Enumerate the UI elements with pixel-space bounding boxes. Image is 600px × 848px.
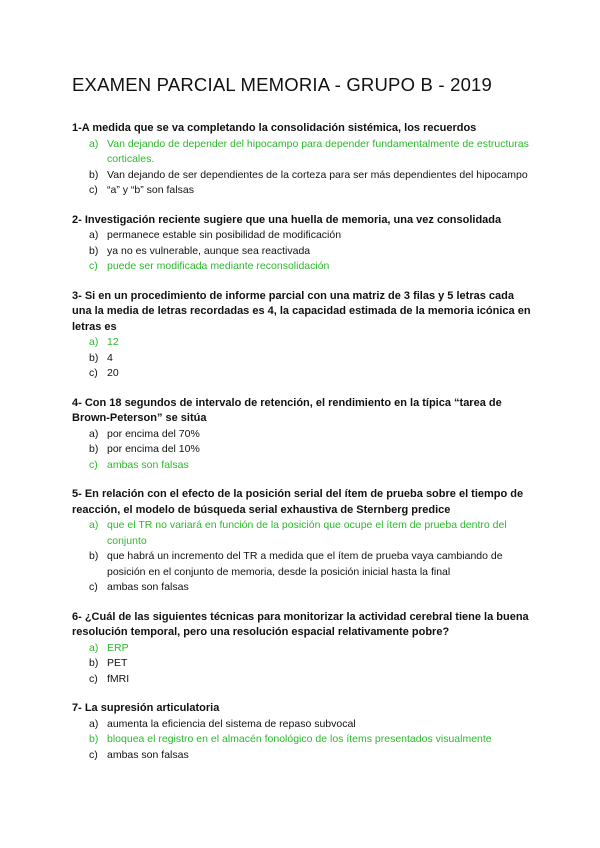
option-item-correct <box>72 259 532 275</box>
option-item <box>72 442 532 458</box>
option-list <box>72 335 532 382</box>
option-text: 12 <box>107 336 119 348</box>
question-text: 1-A medida que se va completando la consolidación sistémica, los recuerdos <box>72 122 477 134</box>
option-letter: c) <box>89 581 98 593</box>
option-text: permanece estable sin posibilidad de modificación <box>107 229 342 241</box>
option-text: aumenta la eficiencia del sistema de repaso subvocal <box>107 717 356 730</box>
option-item-correct <box>72 335 532 351</box>
question-text: 5- En relación con el efecto de la posición serial del ítem de prueba sobre el tiempo de reacción, el modelo de búsqueda serial exhaustiva de Sternberg predice <box>72 488 524 516</box>
option-item-correct <box>72 458 532 474</box>
option-text: por encima del 70% <box>107 427 200 440</box>
option-item <box>72 351 532 367</box>
option-letter: b) <box>89 550 99 562</box>
option-letter: b) <box>89 733 99 745</box>
option-item-correct <box>72 641 532 657</box>
option-letter: b) <box>89 244 99 257</box>
option-letter: b) <box>89 168 99 181</box>
option-text: ambas son falsas <box>107 458 189 471</box>
question-3 <box>72 289 532 382</box>
option-text: “a” y “b” son falsas <box>107 184 194 196</box>
question-5 <box>72 487 532 596</box>
option-item <box>72 366 532 382</box>
option-letter: b) <box>89 443 99 455</box>
option-letter: a) <box>89 641 99 654</box>
option-list <box>72 427 532 474</box>
option-item <box>72 244 532 260</box>
option-text: ambas son falsas <box>107 581 189 593</box>
option-item <box>72 672 532 688</box>
question-text: 3- Si en un procedimiento de informe parcial con una matriz de 3 filas y 5 letras cada una la media de letras recordadas es 4, la capacidad estimada de la memoria icónica en letras es <box>72 289 531 333</box>
option-item <box>72 748 532 764</box>
option-text: que el TR no variará en función de la posición que ocupe el ítem de prueba dentro del conjunto <box>107 519 507 547</box>
question-4 <box>72 396 532 474</box>
option-letter: a) <box>89 519 99 531</box>
option-letter: a) <box>89 717 99 730</box>
option-letter: a) <box>89 427 99 440</box>
option-list <box>72 717 532 764</box>
question-text: 2- Investigación reciente sugiere que una huella de memoria, una vez consolidada <box>72 213 502 226</box>
option-item-correct <box>72 732 532 748</box>
option-text: bloquea el registro en el almacén fonológico de los ítems presentados visualmente <box>107 733 492 745</box>
option-text: que habrá un incremento del TR a medida que el ítem de prueba vaya cambiando de posición en el conjunto de memoria, desde la posición inicial hasta la final <box>107 550 503 578</box>
option-list <box>72 641 532 688</box>
option-letter: c) <box>89 748 98 761</box>
option-text: 20 <box>107 367 119 379</box>
option-item <box>72 717 532 733</box>
option-list <box>72 518 532 596</box>
option-text: fMRI <box>107 672 130 685</box>
option-text: ya no es vulnerable, aunque sea reactivada <box>107 244 311 257</box>
option-text: ERP <box>107 641 129 654</box>
option-text: Van dejando de ser dependientes de la corteza para ser más dependientes del hipocampo <box>107 168 528 181</box>
option-text: ambas son falsas <box>107 748 189 761</box>
question-1 <box>72 121 532 199</box>
option-item-correct <box>72 518 532 549</box>
question-text: 6- ¿Cuál de las siguientes técnicas para monitorizar la actividad cerebral tiene la buena resolución temporal, pero una resolución espacial relativamente pobre? <box>72 610 529 638</box>
option-item-correct <box>72 137 532 168</box>
option-item <box>72 549 532 580</box>
option-letter: b) <box>89 351 99 364</box>
question-7 <box>72 701 532 763</box>
option-text: Van dejando de depender del hipocampo para depender fundamentalmente de estructuras corticales. <box>107 137 529 165</box>
question-6 <box>72 610 532 688</box>
option-item <box>72 168 532 184</box>
option-text: 4 <box>107 351 113 364</box>
question-text: 7- La supresión articulatoria <box>72 702 220 714</box>
option-item <box>72 580 532 596</box>
option-text: por encima del 10% <box>107 443 200 455</box>
option-item <box>72 183 532 199</box>
option-list <box>72 137 532 199</box>
option-letter: b) <box>89 657 99 669</box>
option-item <box>72 656 532 672</box>
page-title: EXAMEN PARCIAL MEMORIA - GRUPO B - 2019 <box>72 74 493 95</box>
option-item <box>72 228 532 244</box>
question-list <box>72 121 532 777</box>
option-letter: c) <box>89 184 98 196</box>
option-letter: a) <box>89 137 99 150</box>
option-letter: a) <box>89 336 99 348</box>
question-text: 4- Con 18 segundos de intervalo de retención, el rendimiento en la típica “tarea de Brown-Peterson” se sitúa <box>72 396 502 424</box>
option-list <box>72 228 532 275</box>
option-letter: c) <box>89 260 98 272</box>
option-letter: c) <box>89 458 98 471</box>
option-letter: c) <box>89 367 98 379</box>
option-letter: a) <box>89 229 99 241</box>
option-letter: c) <box>89 672 98 685</box>
option-text: PET <box>107 657 128 669</box>
question-2 <box>72 213 532 275</box>
option-item <box>72 427 532 443</box>
option-text: puede ser modificada mediante reconsolidación <box>107 260 330 272</box>
